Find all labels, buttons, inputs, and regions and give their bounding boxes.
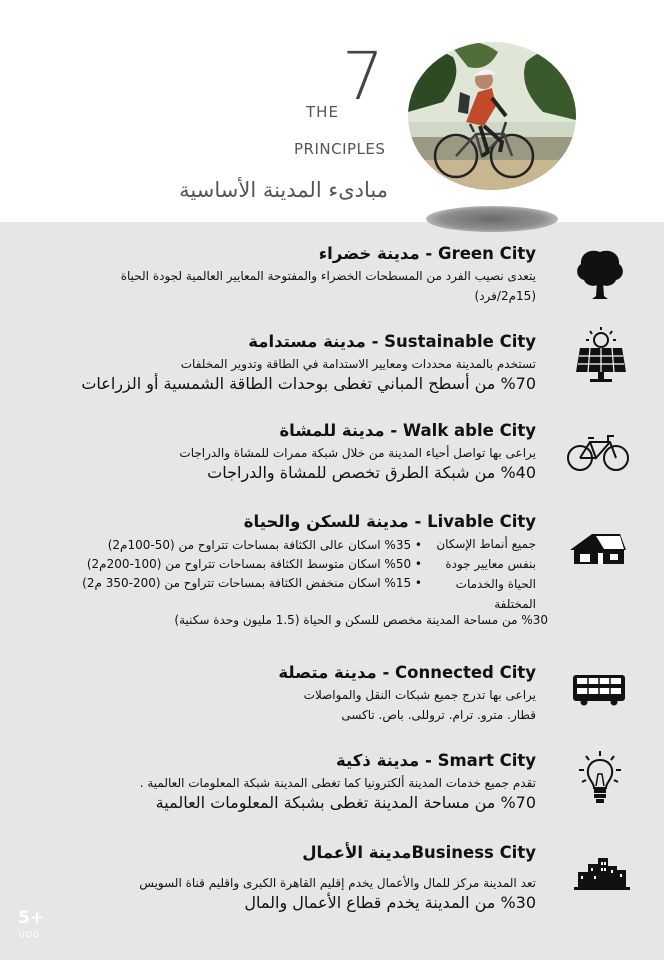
- section-line: تستخدم بالمدينة محددات ومعايير الاستدامة في الطاقة وتدوير المخلفات: [180, 357, 536, 371]
- cyclist-photo: [408, 42, 576, 190]
- bullet-item: • %35 اسكان عالى الكثافة بمساحات تتراوح من (50-100م2): [107, 538, 422, 552]
- lightbulb-icon: [578, 750, 622, 806]
- seven-number: 7: [342, 38, 384, 115]
- badge-number: 5+: [18, 908, 45, 928]
- section-line: %70 من مساحة المدينة تغطى بشبكة المعلومات العالمية: [155, 793, 536, 812]
- section-line: يراعى بها تدرج جميع شبكات النقل والمواصلات: [303, 688, 536, 702]
- section-line: (15م2/فرد): [474, 289, 536, 303]
- section-footer: %30 من مساحة المدينة مخصص للسكن و الحياة (1.5 مليون وحدة سكنية): [174, 613, 548, 627]
- principles-label: PRINCIPLES: [294, 140, 386, 158]
- section-line: تعد المدينة مركز للمال والأعمال يخدم إقليم القاهرة الكبرى واقليم قناة السويس: [139, 876, 536, 890]
- tree-icon: [574, 246, 626, 300]
- section-title: Livable City - مدينة للسكن والحياة: [243, 512, 536, 531]
- section-line: %70 من أسطح المباني تغطى بوحدات الطاقة الشمسية أو الزراعات: [81, 374, 536, 393]
- section-title: Business Cityمدينة الأعمال: [302, 843, 536, 862]
- side-text-line: الحياة والخدمات: [455, 577, 536, 591]
- badge-sub: UDG: [19, 930, 41, 939]
- section-line: %30 من المدينة يخدم قطاع الأعمال والمال: [244, 893, 536, 912]
- side-text-line: جميع أنماط الإسكان: [436, 537, 536, 551]
- side-text-line: بنفس معايير جودة: [445, 557, 536, 571]
- bus-icon: [572, 674, 626, 706]
- section-title: Walk able City - مدينة للمشاة: [279, 421, 536, 440]
- arabic-title: مبادىء المدينة الأساسية: [179, 178, 388, 202]
- section-title: Green City - مدينة خضراء: [318, 244, 536, 263]
- solar-panel-icon: [574, 326, 628, 384]
- bicycle-icon: [566, 430, 630, 472]
- section-line: يراعى بها تواصل أحياء المدينة من خلال شبكة ممرات للمشاة والدراجات: [179, 446, 536, 460]
- buildings-icon: [574, 856, 630, 890]
- section-line: تقدم جميع خدمات المدينة ألكترونيا كما تغطى المدينة شبكة المعلومات العالمية .: [139, 776, 536, 790]
- bullet-item: • %50 اسكان متوسط الكثافة بمساحات تتراوح من (100-200م2): [86, 557, 422, 571]
- the-label: THE: [306, 103, 339, 121]
- section-line: قطار. مترو. ترام. تروللى. باص. تاكسى: [341, 708, 536, 722]
- photo-shadow: [426, 206, 558, 232]
- section-line: %40 من شبكة الطرق تخصص للمشاة والدراجات: [207, 463, 536, 482]
- section-line: يتعدى نصيب الفرد من المسطحات الخضراء والمفتوحة المعايير العالمية لجودة الحياة: [120, 269, 536, 283]
- logo-badge: [18, 908, 45, 939]
- section-title: Smart City - مدينة ذكية: [336, 751, 536, 770]
- side-text-line: المختلفة: [494, 597, 536, 611]
- house-icon: [568, 532, 628, 566]
- section-title: Sustainable City - مدينة مستدامة: [248, 332, 536, 351]
- bullet-item: • %15 اسكان منخفض الكثافة بمساحات تتراوح من (200-350 م2): [82, 576, 422, 590]
- section-title: Connected City - مدينة متصلة: [278, 663, 536, 682]
